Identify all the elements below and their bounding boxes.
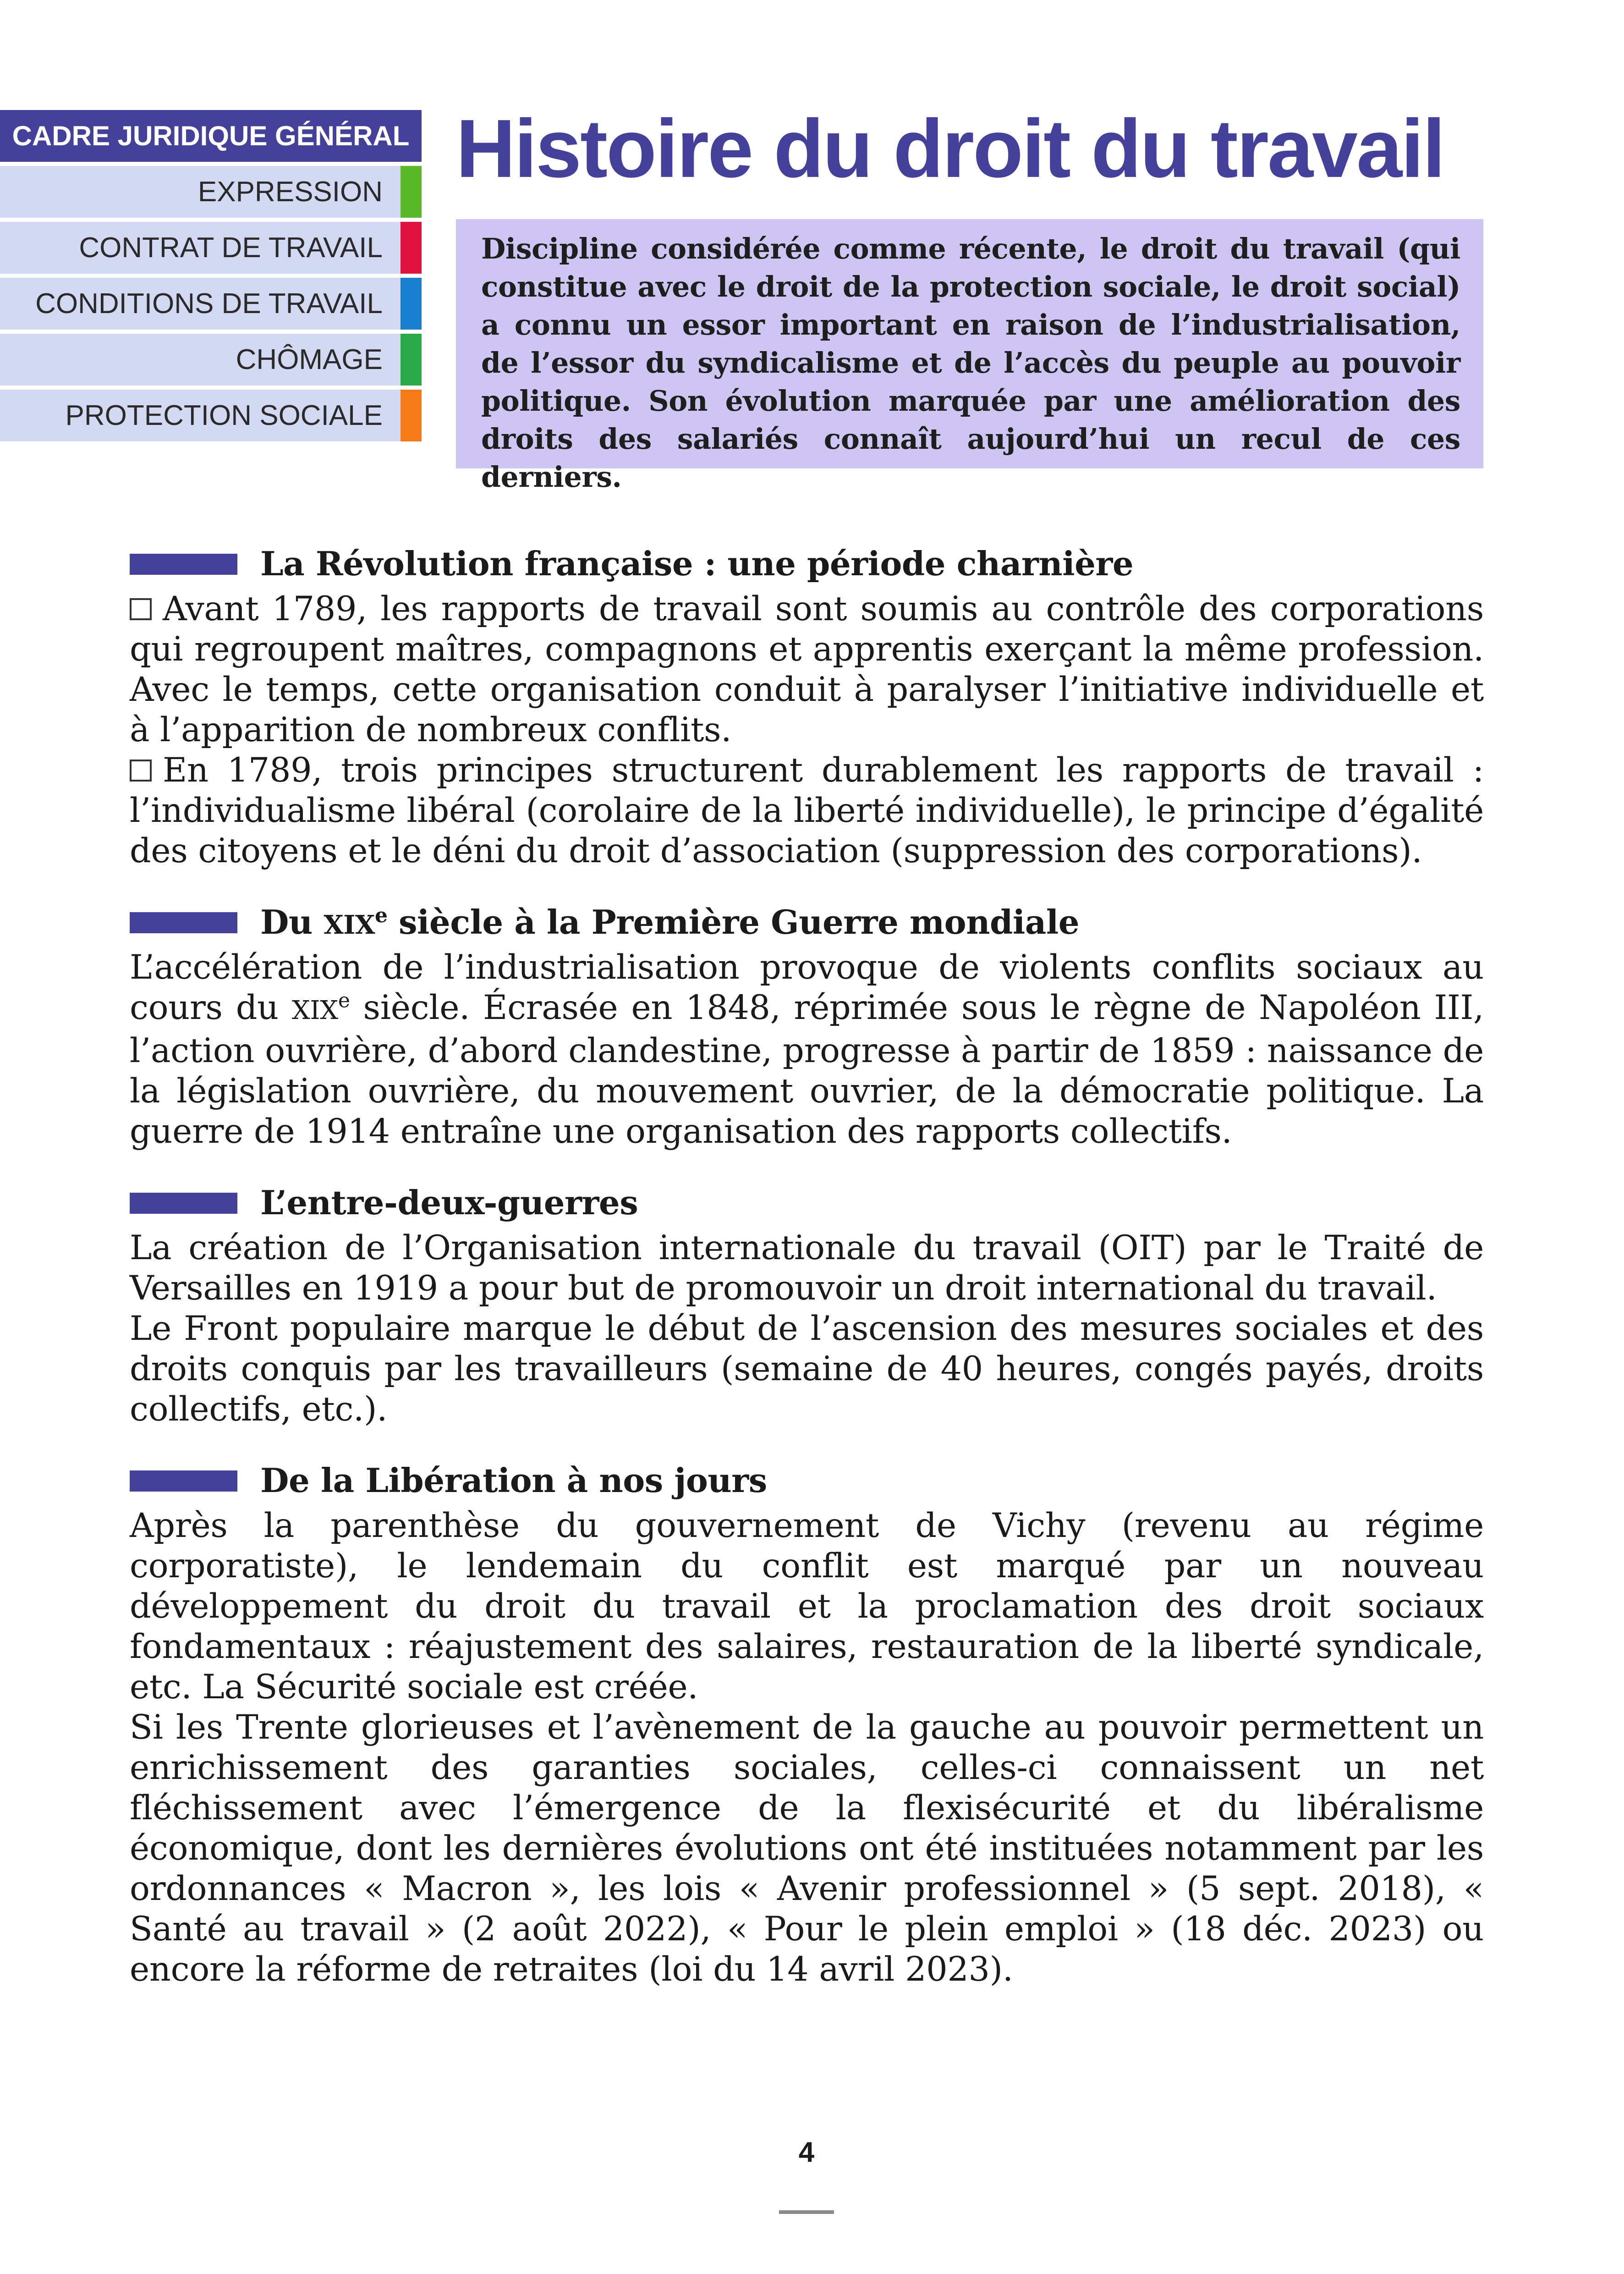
section-title: La Révolution française : une période charnière xyxy=(260,544,1134,583)
section-title: L’entre-deux-guerres xyxy=(260,1183,638,1222)
color-tab xyxy=(401,390,422,441)
nav-item-conditions-de-travail[interactable] xyxy=(0,278,422,330)
title-part: Du xyxy=(260,903,324,942)
page-number: 4 xyxy=(798,2136,815,2168)
color-tab xyxy=(401,166,422,218)
color-tab xyxy=(401,334,422,385)
section-xixe-siecle xyxy=(130,897,1484,1152)
paragraph-text: L’accélération de l’industrialisation provoque de violents conflits sociaux au cours du xyxy=(130,948,1484,1027)
checkbox-square-icon xyxy=(130,598,152,620)
main-content xyxy=(130,539,1484,1990)
nav-item-chomage[interactable] xyxy=(0,334,422,385)
century-sup: e xyxy=(338,989,350,1013)
title-century: XIX xyxy=(324,910,375,940)
nav-item-label: CHÔMAGE xyxy=(236,344,383,375)
paragraph: La création de l’Organisation internationale du travail (OIT) par le Traité de Versailles en 1919 a pour but de promouvoir un droit international du travail. xyxy=(130,1228,1484,1308)
section-heading xyxy=(130,539,1484,589)
nav-item-contrat-de-travail[interactable] xyxy=(0,222,422,274)
section-liberation xyxy=(130,1455,1484,1990)
century-text: XIX xyxy=(291,996,338,1025)
section-title: De la Libération à nos jours xyxy=(260,1461,767,1500)
paragraph-text: siècle. Écrasée en 1848, réprimée sous le règne de Napoléon III, l’action ouvrière, d’abord clandestine, progresse à partir de 1859 : naissance de la législation ouvrière, du mouvement ouvrier, de la démocratie politique. La guerre de 1914 entraîne une organisation des rapports collectifs. xyxy=(130,988,1484,1151)
intro-box: Discipline considérée comme récente, le droit du travail (qui constitue avec le droit de la protection sociale, le droit social) a connu un essor important en raison de l’industrialisation, de l’essor du syndicalisme et de l’accès du peuple au pouvoir politique. Son évolution marquée par une amélioration des droits des salariés connaît aujourd’hui un recul de ces derniers. xyxy=(456,219,1483,468)
section-revolution xyxy=(130,539,1484,871)
section-entre-deux-guerres xyxy=(130,1178,1484,1430)
heading-bar xyxy=(130,554,237,575)
chapter-nav xyxy=(0,110,422,446)
paragraph: Si les Trente glorieuses et l’avènement de la gauche au pouvoir permettent un enrichissement des garanties sociales, celles-ci connaissent un net fléchissement avec l’émergence de la flexisécurité et du libéralisme économique, dont les dernières évolutions ont été instituées notamment par les ordonnances « Macron », les lois « Avenir professionnel » (5 sept. 2018), « Santé au travail » (2 août 2022), « Pour le plein emploi » (18 déc. 2023) ou encore la réforme de retraites (loi du 14 avril 2023). xyxy=(130,1708,1484,1989)
color-tab xyxy=(401,278,422,330)
paragraph xyxy=(130,947,1484,1152)
heading-bar xyxy=(130,1193,237,1214)
section-heading xyxy=(130,897,1484,947)
checkbox-square-icon xyxy=(130,760,152,782)
title-part: siècle à la Première Guerre mondiale xyxy=(387,903,1080,942)
nav-item-cadre-juridique[interactable]: CADRE JURIDIQUE GÉNÉRAL xyxy=(0,110,422,162)
section-heading xyxy=(130,1178,1484,1228)
paragraph: Le Front populaire marque le début de l’ascension des mesures sociales et des droits conquis par les travailleurs (semaine de 40 heures, congés payés, droits collectifs, etc.). xyxy=(130,1309,1484,1429)
section-heading xyxy=(130,1455,1484,1506)
paragraph-text: Avant 1789, les rapports de travail sont soumis au contrôle des corporations qui regroupent maîtres, compagnons et apprentis exerçant la même profession. Avec le temps, cette organisation conduit à paralyser l’initiative individuelle et à l’apparition de nombreux conflits. xyxy=(130,589,1484,749)
nav-item-label: PROTECTION SOCIALE xyxy=(65,400,383,431)
paragraph-text: En 1789, trois principes structurent durablement les rapports de travail : l’individualisme libéral (corolaire de la liberté individuelle), le principe d’égalité des citoyens et le déni du droit d’association (suppression des corporations). xyxy=(130,751,1484,870)
heading-bar xyxy=(130,912,237,933)
nav-item-label: EXPRESSION xyxy=(198,176,383,208)
section-title xyxy=(260,897,1079,950)
paragraph: Après la parenthèse du gouvernement de Vichy (revenu au régime corporatiste), le lendemain du conflit est marqué par un nouveau développement du droit du travail et la proclamation des droit sociaux fondamentaux : réajustement des salaires, restauration de la liberté syndicale, etc. La Sécurité sociale est créée. xyxy=(130,1506,1484,1707)
heading-bar xyxy=(130,1470,237,1492)
title-sup: e xyxy=(374,904,388,927)
page-number-underline xyxy=(779,2210,834,2214)
nav-item-label: CONTRAT DE TRAVAIL xyxy=(79,232,383,264)
nav-item-protection-sociale[interactable] xyxy=(0,390,422,441)
color-tab xyxy=(401,222,422,274)
paragraph xyxy=(130,589,1484,750)
paragraph xyxy=(130,750,1484,871)
nav-item-label: CONDITIONS DE TRAVAIL xyxy=(35,288,383,319)
page-title: Histoire du droit du travail xyxy=(456,103,1444,195)
nav-item-expression[interactable] xyxy=(0,166,422,218)
